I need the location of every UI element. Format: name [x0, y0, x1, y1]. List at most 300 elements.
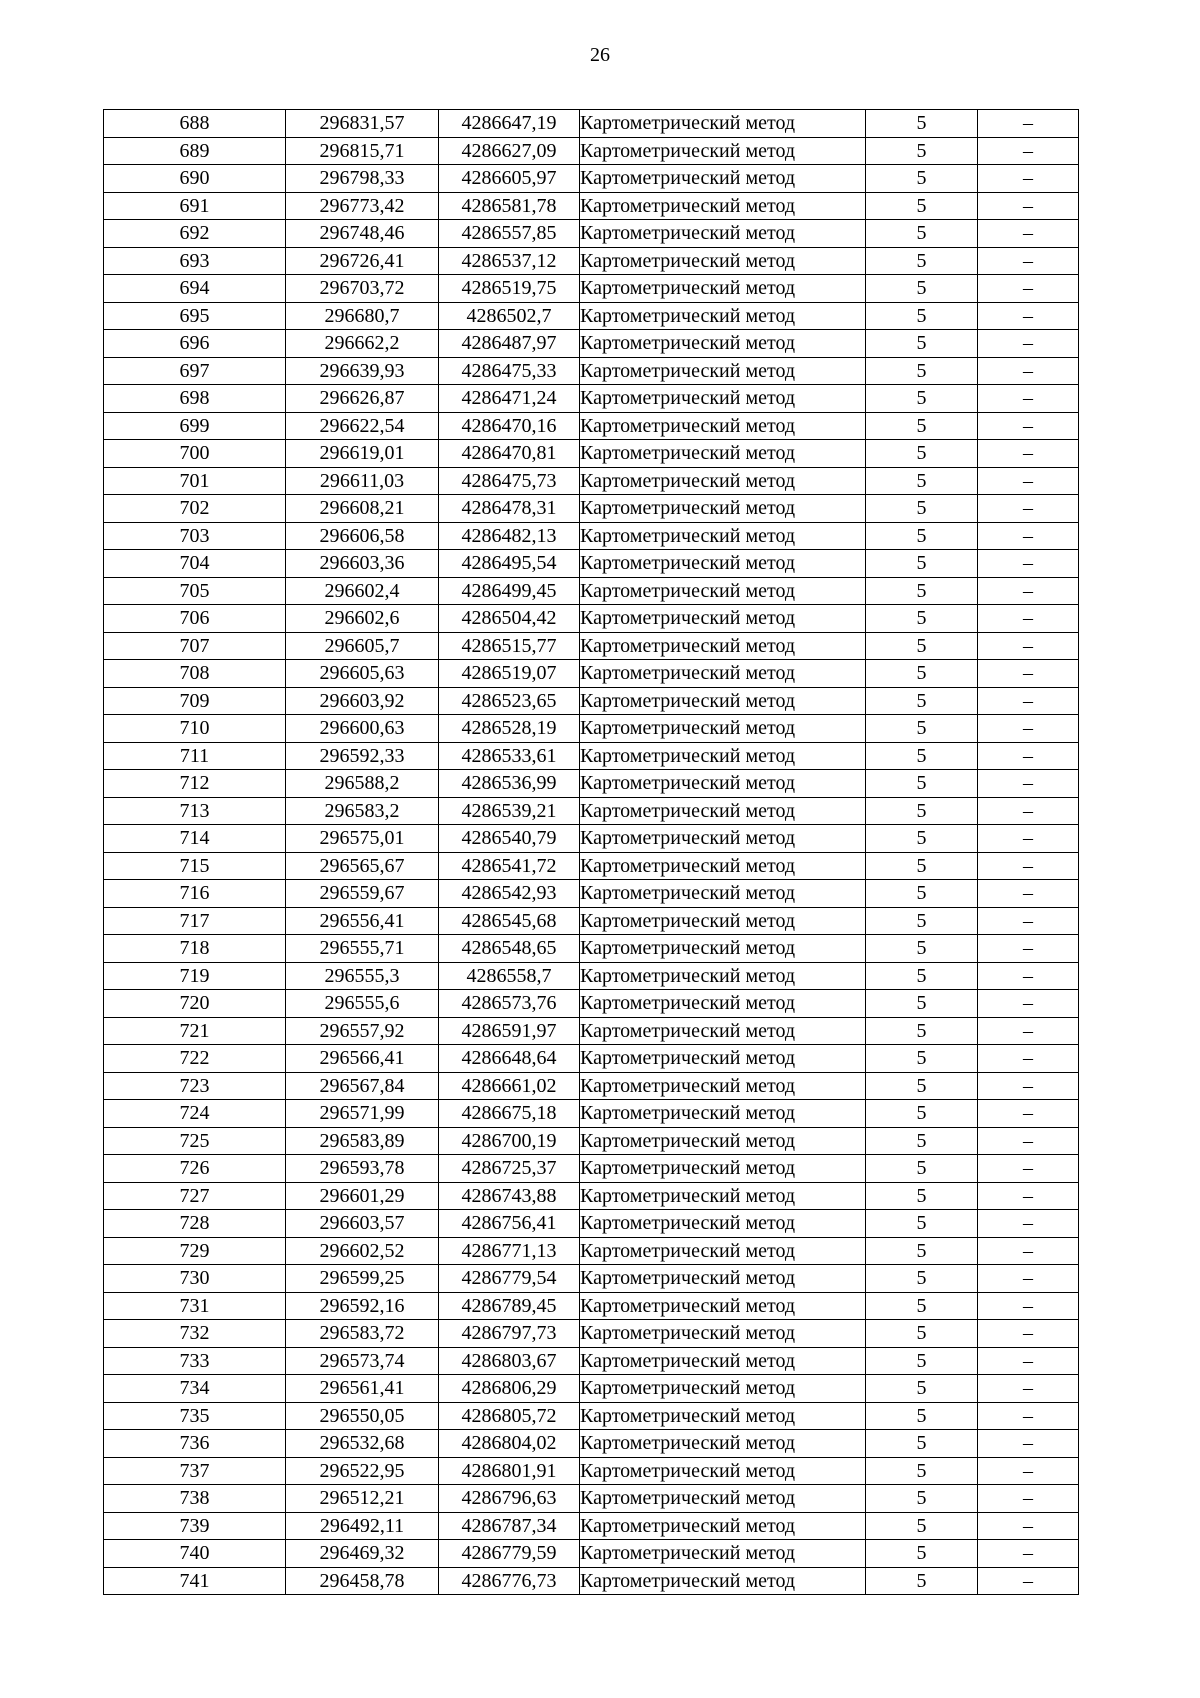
accuracy-cell: 5: [866, 330, 978, 358]
description-cell: –: [978, 110, 1079, 138]
accuracy-cell: 5: [866, 302, 978, 330]
x-coordinate-cell: 296557,92: [286, 1017, 439, 1045]
method-cell: Картометрический метод: [580, 330, 866, 358]
method-cell: Картометрический метод: [580, 880, 866, 908]
description-cell: –: [978, 605, 1079, 633]
accuracy-cell: 5: [866, 605, 978, 633]
y-coordinate-cell: 4286581,78: [439, 192, 580, 220]
coordinates-table-body: [104, 110, 1079, 1595]
x-coordinate-cell: 296703,72: [286, 275, 439, 303]
point-number-cell: 724: [104, 1100, 286, 1128]
accuracy-cell: 5: [866, 467, 978, 495]
accuracy-cell: 5: [866, 110, 978, 138]
accuracy-cell: 5: [866, 1402, 978, 1430]
table-row: [104, 962, 1079, 990]
table-row: [104, 1540, 1079, 1568]
point-number-cell: 718: [104, 935, 286, 963]
accuracy-cell: 5: [866, 825, 978, 853]
table-row: [104, 660, 1079, 688]
point-number-cell: 691: [104, 192, 286, 220]
y-coordinate-cell: 4286495,54: [439, 550, 580, 578]
method-cell: Картометрический метод: [580, 1457, 866, 1485]
accuracy-cell: 5: [866, 412, 978, 440]
page-number: 26: [590, 44, 610, 66]
method-cell: Картометрический метод: [580, 440, 866, 468]
x-coordinate-cell: 296680,7: [286, 302, 439, 330]
x-coordinate-cell: 296550,05: [286, 1402, 439, 1430]
accuracy-cell: 5: [866, 1375, 978, 1403]
x-coordinate-cell: 296599,25: [286, 1265, 439, 1293]
method-cell: Картометрический метод: [580, 1375, 866, 1403]
description-cell: –: [978, 330, 1079, 358]
y-coordinate-cell: 4286789,45: [439, 1292, 580, 1320]
table-row: [104, 137, 1079, 165]
accuracy-cell: 5: [866, 385, 978, 413]
accuracy-cell: 5: [866, 137, 978, 165]
accuracy-cell: 5: [866, 577, 978, 605]
coordinates-table: [103, 109, 1079, 1595]
x-coordinate-cell: 296571,99: [286, 1100, 439, 1128]
accuracy-cell: 5: [866, 165, 978, 193]
table-row: [104, 852, 1079, 880]
x-coordinate-cell: 296639,93: [286, 357, 439, 385]
y-coordinate-cell: 4286519,75: [439, 275, 580, 303]
method-cell: Картометрический метод: [580, 1155, 866, 1183]
accuracy-cell: 5: [866, 1292, 978, 1320]
point-number-cell: 692: [104, 220, 286, 248]
point-number-cell: 688: [104, 110, 286, 138]
y-coordinate-cell: 4286591,97: [439, 1017, 580, 1045]
description-cell: –: [978, 935, 1079, 963]
y-coordinate-cell: 4286475,33: [439, 357, 580, 385]
accuracy-cell: 5: [866, 1237, 978, 1265]
point-number-cell: 701: [104, 467, 286, 495]
table-row: [104, 1017, 1079, 1045]
description-cell: –: [978, 1347, 1079, 1375]
point-number-cell: 696: [104, 330, 286, 358]
point-number-cell: 706: [104, 605, 286, 633]
table-row: [104, 1512, 1079, 1540]
description-cell: –: [978, 165, 1079, 193]
table-row: [104, 385, 1079, 413]
x-coordinate-cell: 296566,41: [286, 1045, 439, 1073]
accuracy-cell: 5: [866, 1155, 978, 1183]
accuracy-cell: 5: [866, 1127, 978, 1155]
table-row: [104, 110, 1079, 138]
description-cell: –: [978, 1072, 1079, 1100]
description-cell: –: [978, 1155, 1079, 1183]
table-row: [104, 632, 1079, 660]
description-cell: –: [978, 990, 1079, 1018]
accuracy-cell: 5: [866, 990, 978, 1018]
method-cell: Картометрический метод: [580, 137, 866, 165]
table-row: [104, 247, 1079, 275]
table-row: [104, 192, 1079, 220]
table-row: [104, 440, 1079, 468]
x-coordinate-cell: 296469,32: [286, 1540, 439, 1568]
point-number-cell: 725: [104, 1127, 286, 1155]
point-number-cell: 733: [104, 1347, 286, 1375]
method-cell: Картометрический метод: [580, 852, 866, 880]
accuracy-cell: 5: [866, 1457, 978, 1485]
x-coordinate-cell: 296619,01: [286, 440, 439, 468]
point-number-cell: 707: [104, 632, 286, 660]
y-coordinate-cell: 4286502,7: [439, 302, 580, 330]
accuracy-cell: 5: [866, 1485, 978, 1513]
x-coordinate-cell: 296600,63: [286, 715, 439, 743]
description-cell: –: [978, 357, 1079, 385]
point-number-cell: 715: [104, 852, 286, 880]
point-number-cell: 719: [104, 962, 286, 990]
y-coordinate-cell: 4286482,13: [439, 522, 580, 550]
accuracy-cell: 5: [866, 1320, 978, 1348]
description-cell: –: [978, 385, 1079, 413]
y-coordinate-cell: 4286536,99: [439, 770, 580, 798]
y-coordinate-cell: 4286470,81: [439, 440, 580, 468]
y-coordinate-cell: 4286478,31: [439, 495, 580, 523]
accuracy-cell: 5: [866, 1182, 978, 1210]
table-row: [104, 990, 1079, 1018]
y-coordinate-cell: 4286805,72: [439, 1402, 580, 1430]
x-coordinate-cell: 296603,92: [286, 687, 439, 715]
x-coordinate-cell: 296726,41: [286, 247, 439, 275]
method-cell: Картометрический метод: [580, 165, 866, 193]
description-cell: –: [978, 632, 1079, 660]
table-row: [104, 330, 1079, 358]
y-coordinate-cell: 4286487,97: [439, 330, 580, 358]
method-cell: Картометрический метод: [580, 907, 866, 935]
description-cell: –: [978, 880, 1079, 908]
y-coordinate-cell: 4286470,16: [439, 412, 580, 440]
method-cell: Картометрический метод: [580, 1265, 866, 1293]
description-cell: –: [978, 192, 1079, 220]
x-coordinate-cell: 296602,6: [286, 605, 439, 633]
description-cell: –: [978, 577, 1079, 605]
point-number-cell: 698: [104, 385, 286, 413]
x-coordinate-cell: 296626,87: [286, 385, 439, 413]
table-row: [104, 495, 1079, 523]
description-cell: –: [978, 1402, 1079, 1430]
point-number-cell: 709: [104, 687, 286, 715]
y-coordinate-cell: 4286661,02: [439, 1072, 580, 1100]
point-number-cell: 731: [104, 1292, 286, 1320]
x-coordinate-cell: 296575,01: [286, 825, 439, 853]
x-coordinate-cell: 296512,21: [286, 1485, 439, 1513]
description-cell: –: [978, 275, 1079, 303]
x-coordinate-cell: 296522,95: [286, 1457, 439, 1485]
method-cell: Картометрический метод: [580, 110, 866, 138]
accuracy-cell: 5: [866, 275, 978, 303]
point-number-cell: 736: [104, 1430, 286, 1458]
y-coordinate-cell: 4286540,79: [439, 825, 580, 853]
method-cell: Картометрический метод: [580, 577, 866, 605]
accuracy-cell: 5: [866, 962, 978, 990]
method-cell: Картометрический метод: [580, 1540, 866, 1568]
table-row: [104, 1265, 1079, 1293]
x-coordinate-cell: 296565,67: [286, 852, 439, 880]
table-row: [104, 1182, 1079, 1210]
accuracy-cell: 5: [866, 1210, 978, 1238]
accuracy-cell: 5: [866, 1347, 978, 1375]
table-row: [104, 1320, 1079, 1348]
method-cell: Картометрический метод: [580, 1402, 866, 1430]
description-cell: –: [978, 1430, 1079, 1458]
method-cell: Картометрический метод: [580, 1127, 866, 1155]
description-cell: –: [978, 907, 1079, 935]
y-coordinate-cell: 4286801,91: [439, 1457, 580, 1485]
method-cell: Картометрический метод: [580, 715, 866, 743]
table-row: [104, 935, 1079, 963]
x-coordinate-cell: 296588,2: [286, 770, 439, 798]
y-coordinate-cell: 4286558,7: [439, 962, 580, 990]
y-coordinate-cell: 4286539,21: [439, 797, 580, 825]
y-coordinate-cell: 4286675,18: [439, 1100, 580, 1128]
method-cell: Картометрический метод: [580, 605, 866, 633]
point-number-cell: 722: [104, 1045, 286, 1073]
table-row: [104, 357, 1079, 385]
table-row: [104, 220, 1079, 248]
y-coordinate-cell: 4286743,88: [439, 1182, 580, 1210]
description-cell: –: [978, 1320, 1079, 1348]
description-cell: –: [978, 137, 1079, 165]
x-coordinate-cell: 296583,72: [286, 1320, 439, 1348]
x-coordinate-cell: 296601,29: [286, 1182, 439, 1210]
description-cell: –: [978, 770, 1079, 798]
table-row: [104, 1072, 1079, 1100]
method-cell: Картометрический метод: [580, 247, 866, 275]
accuracy-cell: 5: [866, 440, 978, 468]
y-coordinate-cell: 4286504,42: [439, 605, 580, 633]
y-coordinate-cell: 4286573,76: [439, 990, 580, 1018]
x-coordinate-cell: 296608,21: [286, 495, 439, 523]
table-row: [104, 880, 1079, 908]
point-number-cell: 716: [104, 880, 286, 908]
method-cell: Картометрический метод: [580, 1237, 866, 1265]
table-row: [104, 1210, 1079, 1238]
method-cell: Картометрический метод: [580, 1485, 866, 1513]
description-cell: –: [978, 247, 1079, 275]
x-coordinate-cell: 296602,4: [286, 577, 439, 605]
table-row: [104, 742, 1079, 770]
description-cell: –: [978, 1457, 1079, 1485]
accuracy-cell: 5: [866, 550, 978, 578]
y-coordinate-cell: 4286779,59: [439, 1540, 580, 1568]
accuracy-cell: 5: [866, 1072, 978, 1100]
table-row: [104, 1237, 1079, 1265]
y-coordinate-cell: 4286797,73: [439, 1320, 580, 1348]
description-cell: –: [978, 1485, 1079, 1513]
table-row: [104, 1402, 1079, 1430]
accuracy-cell: 5: [866, 357, 978, 385]
method-cell: Картометрический метод: [580, 632, 866, 660]
x-coordinate-cell: 296573,74: [286, 1347, 439, 1375]
y-coordinate-cell: 4286803,67: [439, 1347, 580, 1375]
accuracy-cell: 5: [866, 907, 978, 935]
point-number-cell: 726: [104, 1155, 286, 1183]
table-row: [104, 825, 1079, 853]
accuracy-cell: 5: [866, 1017, 978, 1045]
x-coordinate-cell: 296592,33: [286, 742, 439, 770]
table-row: [104, 1292, 1079, 1320]
x-coordinate-cell: 296611,03: [286, 467, 439, 495]
method-cell: Картометрический метод: [580, 385, 866, 413]
point-number-cell: 702: [104, 495, 286, 523]
table-row: [104, 1045, 1079, 1073]
point-number-cell: 729: [104, 1237, 286, 1265]
point-number-cell: 727: [104, 1182, 286, 1210]
description-cell: –: [978, 467, 1079, 495]
accuracy-cell: 5: [866, 632, 978, 660]
method-cell: Картометрический метод: [580, 1292, 866, 1320]
accuracy-cell: 5: [866, 660, 978, 688]
description-cell: –: [978, 550, 1079, 578]
x-coordinate-cell: 296567,84: [286, 1072, 439, 1100]
x-coordinate-cell: 296555,6: [286, 990, 439, 1018]
method-cell: Картометрический метод: [580, 990, 866, 1018]
description-cell: –: [978, 852, 1079, 880]
accuracy-cell: 5: [866, 770, 978, 798]
x-coordinate-cell: 296561,41: [286, 1375, 439, 1403]
method-cell: Картометрический метод: [580, 687, 866, 715]
description-cell: –: [978, 1182, 1079, 1210]
point-number-cell: 711: [104, 742, 286, 770]
x-coordinate-cell: 296831,57: [286, 110, 439, 138]
point-number-cell: 712: [104, 770, 286, 798]
x-coordinate-cell: 296605,63: [286, 660, 439, 688]
x-coordinate-cell: 296605,7: [286, 632, 439, 660]
x-coordinate-cell: 296773,42: [286, 192, 439, 220]
table-row: [104, 577, 1079, 605]
y-coordinate-cell: 4286528,19: [439, 715, 580, 743]
point-number-cell: 689: [104, 137, 286, 165]
description-cell: –: [978, 825, 1079, 853]
method-cell: Картометрический метод: [580, 1072, 866, 1100]
method-cell: Картометрический метод: [580, 1017, 866, 1045]
y-coordinate-cell: 4286548,65: [439, 935, 580, 963]
point-number-cell: 728: [104, 1210, 286, 1238]
point-number-cell: 737: [104, 1457, 286, 1485]
method-cell: Картометрический метод: [580, 412, 866, 440]
table-row: [104, 1485, 1079, 1513]
x-coordinate-cell: 296603,57: [286, 1210, 439, 1238]
description-cell: –: [978, 1375, 1079, 1403]
method-cell: Картометрический метод: [580, 467, 866, 495]
point-number-cell: 717: [104, 907, 286, 935]
y-coordinate-cell: 4286804,02: [439, 1430, 580, 1458]
table-row: [104, 1430, 1079, 1458]
method-cell: Картометрический метод: [580, 797, 866, 825]
table-row: [104, 605, 1079, 633]
method-cell: Картометрический метод: [580, 1347, 866, 1375]
table-row: [104, 1457, 1079, 1485]
y-coordinate-cell: 4286725,37: [439, 1155, 580, 1183]
x-coordinate-cell: 296556,41: [286, 907, 439, 935]
description-cell: –: [978, 1512, 1079, 1540]
method-cell: Картометрический метод: [580, 742, 866, 770]
x-coordinate-cell: 296555,3: [286, 962, 439, 990]
table-row: [104, 1127, 1079, 1155]
y-coordinate-cell: 4286475,73: [439, 467, 580, 495]
accuracy-cell: 5: [866, 742, 978, 770]
x-coordinate-cell: 296748,46: [286, 220, 439, 248]
y-coordinate-cell: 4286605,97: [439, 165, 580, 193]
description-cell: –: [978, 1127, 1079, 1155]
description-cell: –: [978, 412, 1079, 440]
table-row: [104, 715, 1079, 743]
method-cell: Картометрический метод: [580, 1320, 866, 1348]
y-coordinate-cell: 4286515,77: [439, 632, 580, 660]
point-number-cell: 705: [104, 577, 286, 605]
x-coordinate-cell: 296622,54: [286, 412, 439, 440]
x-coordinate-cell: 296798,33: [286, 165, 439, 193]
y-coordinate-cell: 4286533,61: [439, 742, 580, 770]
y-coordinate-cell: 4286647,19: [439, 110, 580, 138]
accuracy-cell: 5: [866, 1045, 978, 1073]
accuracy-cell: 5: [866, 852, 978, 880]
x-coordinate-cell: 296603,36: [286, 550, 439, 578]
method-cell: Картометрический метод: [580, 770, 866, 798]
description-cell: –: [978, 1292, 1079, 1320]
table-row: [104, 302, 1079, 330]
x-coordinate-cell: 296606,58: [286, 522, 439, 550]
point-number-cell: 694: [104, 275, 286, 303]
accuracy-cell: 5: [866, 522, 978, 550]
method-cell: Картометрический метод: [580, 935, 866, 963]
y-coordinate-cell: 4286700,19: [439, 1127, 580, 1155]
point-number-cell: 734: [104, 1375, 286, 1403]
accuracy-cell: 5: [866, 495, 978, 523]
y-coordinate-cell: 4286779,54: [439, 1265, 580, 1293]
table-row: [104, 165, 1079, 193]
point-number-cell: 740: [104, 1540, 286, 1568]
method-cell: Картометрический метод: [580, 1512, 866, 1540]
x-coordinate-cell: 296815,71: [286, 137, 439, 165]
x-coordinate-cell: 296458,78: [286, 1567, 439, 1595]
table-row: [104, 797, 1079, 825]
x-coordinate-cell: 296592,16: [286, 1292, 439, 1320]
method-cell: Картометрический метод: [580, 275, 866, 303]
description-cell: –: [978, 1540, 1079, 1568]
point-number-cell: 713: [104, 797, 286, 825]
x-coordinate-cell: 296555,71: [286, 935, 439, 963]
x-coordinate-cell: 296559,67: [286, 880, 439, 908]
method-cell: Картометрический метод: [580, 192, 866, 220]
accuracy-cell: 5: [866, 1567, 978, 1595]
table-row: [104, 770, 1079, 798]
point-number-cell: 735: [104, 1402, 286, 1430]
method-cell: Картометрический метод: [580, 660, 866, 688]
description-cell: –: [978, 495, 1079, 523]
description-cell: –: [978, 1045, 1079, 1073]
description-cell: –: [978, 1100, 1079, 1128]
accuracy-cell: 5: [866, 1430, 978, 1458]
point-number-cell: 697: [104, 357, 286, 385]
y-coordinate-cell: 4286806,29: [439, 1375, 580, 1403]
description-cell: –: [978, 797, 1079, 825]
description-cell: –: [978, 440, 1079, 468]
table-row: [104, 1347, 1079, 1375]
point-number-cell: 695: [104, 302, 286, 330]
point-number-cell: 704: [104, 550, 286, 578]
point-number-cell: 703: [104, 522, 286, 550]
table-row: [104, 275, 1079, 303]
table-row: [104, 1375, 1079, 1403]
accuracy-cell: 5: [866, 1265, 978, 1293]
y-coordinate-cell: 4286648,64: [439, 1045, 580, 1073]
method-cell: Картометрический метод: [580, 825, 866, 853]
method-cell: Картометрический метод: [580, 1567, 866, 1595]
accuracy-cell: 5: [866, 1100, 978, 1128]
